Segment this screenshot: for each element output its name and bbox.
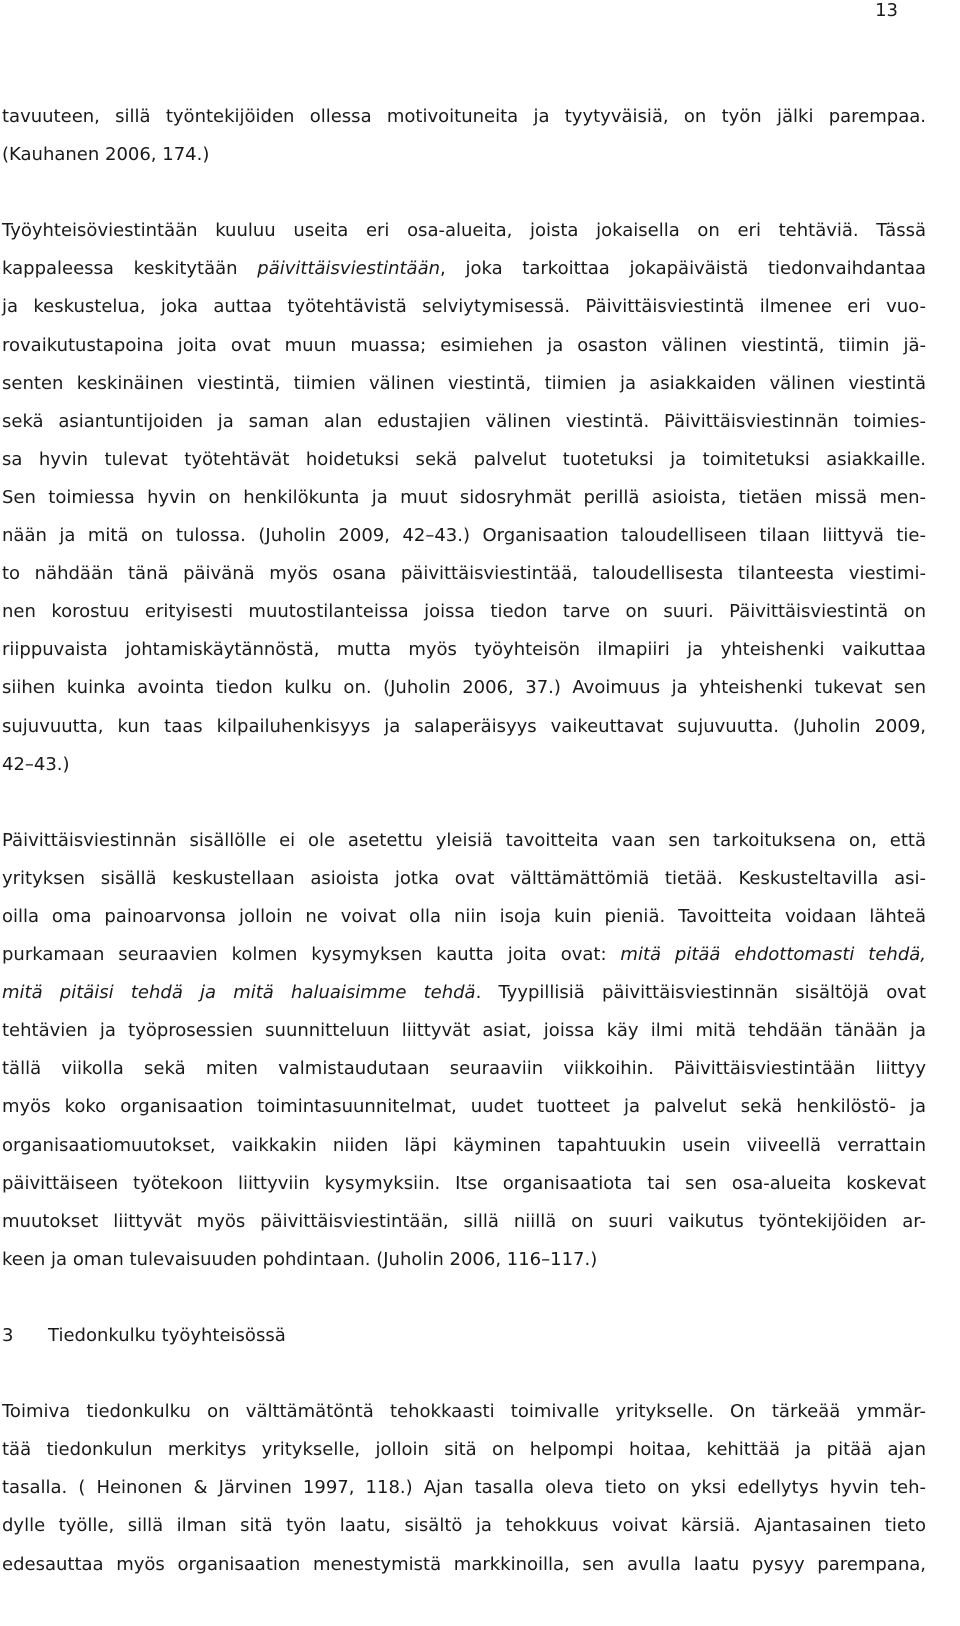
text-line	[2, 1241, 926, 1279]
text-line	[2, 1507, 926, 1545]
text-line	[2, 403, 926, 441]
text-segment: oilla oma painoarvonsa jolloin ne voivat olla niin isoja kuin pieniä. Tavoitteita voidaan lähteä	[2, 905, 926, 927]
text-segment: nään ja mitä on tulossa. (Juholin 2009, 42–43.) Organisaation taloudelliseen tilaan liittyvä tie-	[2, 525, 926, 547]
text-segment: tehtävien ja työprosessien suunnitteluun liittyvät asiat, joissa käy ilmi mitä tehdään tänään ja	[2, 1020, 926, 1042]
text-segment: purkamaan seuraavien kolmen kysymyksen kautta joita ovat:	[2, 944, 621, 966]
text-line	[2, 974, 926, 1012]
text-segment: tasalla. ( Heinonen & Järvinen 1997, 118.) Ajan tasalla oleva tieto on yksi edellytys hyvin teh-	[2, 1477, 926, 1499]
text-line	[2, 365, 926, 403]
section-title: Tiedonkulku työyhteisössä	[48, 1325, 286, 1346]
paragraph-4	[2, 1393, 926, 1583]
paragraph-3	[2, 822, 926, 1279]
text-segment: to nähdään tänä päivänä myös osana päivittäisviestintää, taloudellisesta tilanteesta viestimi-	[2, 563, 926, 585]
text-segment: keen ja oman tulevaisuuden pohdintaan. (Juholin 2006, 116–117.)	[2, 1248, 598, 1270]
text-segment: edesauttaa myös organisaation menestymistä markkinoilla, sen avulla laatu pysyy parempana,	[2, 1553, 926, 1575]
text-line	[2, 555, 926, 593]
text-line	[2, 212, 926, 250]
text-segment: ja keskustelua, joka auttaa työtehtävistä selviytymisessä. Päivittäisviestintä ilmenee eri vuo-	[2, 296, 926, 318]
text-line	[2, 327, 926, 365]
paragraph-gap	[2, 1355, 926, 1393]
text-segment: siihen kuinka avointa tiedon kulku on. (Juholin 2006, 37.) Avoimuus ja yhteishenki tukevat sen	[2, 677, 926, 699]
text-line	[2, 593, 926, 631]
text-line	[2, 1469, 926, 1507]
paragraph-gap	[2, 174, 926, 212]
text-line	[2, 708, 926, 746]
text-segment: (Kauhanen 2006, 174.)	[2, 144, 210, 166]
text-segment: yrityksen sisällä keskustellaan asioista jotka ovat välttämättömiä tietää. Keskusteltavilla asi-	[2, 867, 926, 889]
text-line	[2, 936, 926, 974]
text-line	[2, 479, 926, 517]
text-segment: Työyhteisöviestintään kuuluu useita eri osa-alueita, joista jokaisella on eri tehtäviä. Tässä	[2, 220, 926, 242]
text-line	[2, 288, 926, 326]
text-line	[2, 1165, 926, 1203]
text-segment: senten keskinäinen viestintä, tiimien välinen viestintä, tiimien ja asiakkaiden välinen viestintä	[2, 372, 926, 394]
text-line	[2, 898, 926, 936]
text-line	[2, 136, 926, 174]
text-segment: päivittäiseen työtekoon liittyviin kysymyksiin. Itse organisaatiota tai sen osa-alueita koskevat	[2, 1172, 926, 1194]
text-line	[2, 860, 926, 898]
text-line	[2, 1546, 926, 1584]
emphasis-text: mitä pitää ehdottomasti tehdä,	[620, 944, 926, 966]
text-segment: nen korostuu erityisesti muutostilanteissa joissa tiedon tarve on suuri. Päivittäisviestintä on	[2, 601, 926, 623]
text-segment: kappaleessa keskitytään	[2, 258, 258, 280]
section-number: 3	[2, 1325, 14, 1346]
text-line	[2, 441, 926, 479]
paragraph-gap	[2, 784, 926, 822]
text-line	[2, 631, 926, 669]
text-line	[2, 250, 926, 288]
text-segment: , joka tarkoittaa jokapäiväistä tiedonvaihdantaa	[440, 258, 927, 280]
text-segment: tällä viikolla sekä miten valmistaudutaan seuraaviin viikkoihin. Päivittäisviestintään liittyy	[2, 1058, 926, 1080]
text-segment: 42–43.)	[2, 753, 70, 775]
text-line	[2, 669, 926, 707]
text-line	[2, 1431, 926, 1469]
text-segment: Toimiva tiedonkulku on välttämätöntä tehokkaasti toimivalle yritykselle. On tärkeää ymmär-	[2, 1401, 926, 1423]
text-line	[2, 1127, 926, 1165]
emphasis-text: mitä pitäisi tehdä ja mitä haluaisimme tehdä	[2, 982, 476, 1004]
text-line	[2, 517, 926, 555]
text-segment: sujuvuutta, kun taas kilpailuhenkisyys ja salaperäisyys vaikeuttavat sujuvuutta. (Juholin 2009,	[2, 715, 926, 737]
paragraph-gap	[2, 1279, 926, 1317]
text-segment: tavuuteen, sillä työntekijöiden ollessa motivoituneita ja tyytyväisiä, on työn jälki parempaa.	[2, 106, 926, 127]
paragraph-2	[2, 212, 926, 783]
text-line	[2, 1203, 926, 1241]
section-heading	[2, 1317, 926, 1355]
text-line	[2, 1088, 926, 1126]
text-segment: myös koko organisaation toimintasuunnitelmat, uudet tuotteet ja palvelut sekä henkilöstö- ja	[2, 1096, 926, 1118]
text-line	[2, 746, 926, 784]
text-line	[2, 822, 926, 860]
text-line	[2, 1050, 926, 1088]
text-segment: rovaikutustapoina joita ovat muun muassa; esimiehen ja osaston välinen viestintä, tiimin jä-	[2, 334, 926, 356]
text-segment: tää tiedonkulun merkitys yritykselle, jolloin sitä on helpompi hoitaa, kehittää ja pitää ajan	[2, 1439, 926, 1461]
text-segment: organisaatiomuutokset, vaikkakin niiden läpi käyminen tapahtuukin usein viiveellä verrattain	[2, 1134, 926, 1156]
text-segment: . Tyypillisiä päivittäisviestinnän sisältöjä ovat	[475, 982, 926, 1004]
text-line	[2, 1012, 926, 1050]
text-segment: riippuvaista johtamiskäytännöstä, mutta myös työyhteisön ilmapiiri ja yhteishenki vaikuttaa	[2, 639, 926, 661]
page-number: 13	[875, 0, 898, 21]
text-segment: sa hyvin tulevat työtehtävät hoidetuksi sekä palvelut tuotetuksi ja toimitetuksi asiakkaille.	[2, 448, 926, 470]
text-segment: muutokset liittyvät myös päivittäisviestintään, sillä niillä on suuri vaikutus työntekijöiden ar-	[2, 1210, 926, 1232]
emphasis-text: päivittäisviestintään	[257, 258, 441, 280]
paragraph-1	[2, 98, 926, 174]
text-line	[2, 98, 926, 136]
text-segment: Päivittäisviestinnän sisällölle ei ole asetettu yleisiä tavoitteita vaan sen tarkoituksena on, että	[2, 829, 926, 851]
text-line	[2, 1393, 926, 1431]
text-segment: sekä asiantuntijoiden ja saman alan edustajien välinen viestintä. Päivittäisviestinnän toimies-	[2, 410, 926, 432]
text-segment: dylle työlle, sillä ilman sitä työn laatu, sisältö ja tehokkuus voivat kärsiä. Ajantasainen tieto	[2, 1515, 926, 1537]
text-segment: Sen toimiessa hyvin on henkilökunta ja muut sidosryhmät perillä asioista, tietäen missä men-	[2, 486, 926, 508]
document-body	[2, 98, 926, 1584]
